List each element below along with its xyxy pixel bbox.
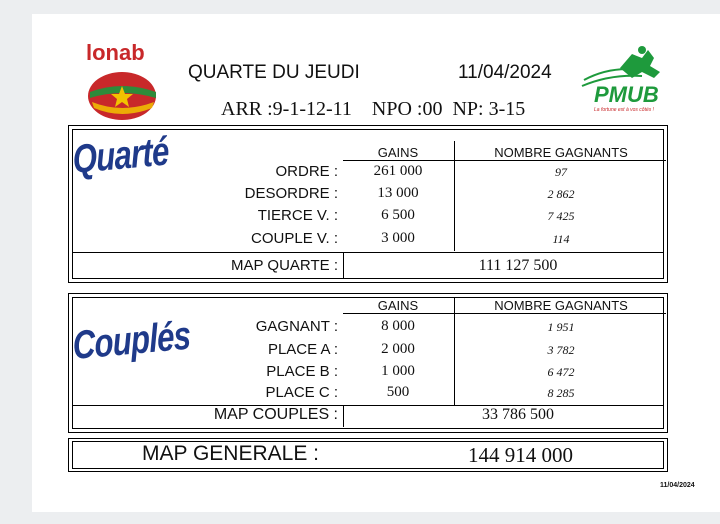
couples-row-nombre: 3 782 xyxy=(547,343,575,357)
quarte-row-label: DESORDRE : xyxy=(244,185,338,202)
couples-col-nombre: NOMBRE GAGNANTS xyxy=(494,298,628,313)
couples-row-label: PLACE A : xyxy=(267,341,338,358)
quarte-row-gain: 261 000 xyxy=(373,163,423,179)
pmub-logo xyxy=(580,44,670,124)
quarte-row-label: ORDRE : xyxy=(275,163,338,180)
map-quarte-label: MAP QUARTE : xyxy=(231,257,338,274)
result-line: ARR :9-1-12-11 NPO :00 NP: 3-15 xyxy=(221,98,526,120)
couples-row-nombre: 8 285 xyxy=(547,386,575,400)
couples-row-gain: 500 xyxy=(386,384,410,400)
quarte-col-gains: GAINS xyxy=(377,145,419,160)
quarte-row-nombre: 114 xyxy=(552,232,570,246)
quarte-row-nombre: 7 425 xyxy=(547,209,575,223)
page-title: QUARTE DU JEUDI xyxy=(188,62,360,83)
couples-row-gain: 2 000 xyxy=(381,341,415,357)
quarte-section-label: Quarté xyxy=(71,129,170,183)
quarte-map-divider xyxy=(343,252,344,278)
document-page xyxy=(32,14,720,512)
map-quarte-value: 111 127 500 xyxy=(478,257,558,274)
map-generale-value: 144 914 000 xyxy=(468,443,573,467)
couples-row-label: PLACE C : xyxy=(265,384,338,401)
quarte-col-nombre: NOMBRE GAGNANTS xyxy=(494,145,628,160)
quarte-row-nombre: 2 862 xyxy=(547,187,575,201)
header-date: 11/04/2024 xyxy=(458,62,552,83)
quarte-row-label: COUPLE V. : xyxy=(251,230,338,247)
map-generale-label: MAP GENERALE : xyxy=(142,442,320,465)
couples-row-gain: 1 000 xyxy=(381,363,415,379)
quarte-row-gain: 13 000 xyxy=(377,185,419,201)
lonab-logo xyxy=(82,40,166,122)
lonab-wordmark: lonab xyxy=(86,40,145,65)
couples-header-rule xyxy=(343,313,666,314)
couples-row-nombre: 1 951 xyxy=(547,320,575,334)
pmub-wordmark: PMUB xyxy=(594,82,659,107)
couples-section-label: Couplés xyxy=(71,313,192,369)
footer-date-stamp: 11/04/2024 xyxy=(660,482,695,489)
couples-row-gain: 8 000 xyxy=(381,318,415,334)
couples-row-label: PLACE B : xyxy=(266,363,338,380)
quarte-header-rule xyxy=(343,160,666,161)
pmub-slogan: La fortune est à vos côtés ! xyxy=(594,107,655,113)
quarte-row-gain: 3 000 xyxy=(381,230,415,246)
quarte-row-nombre: 97 xyxy=(555,165,567,179)
quarte-map-rule xyxy=(72,252,664,253)
couples-map-divider xyxy=(343,405,344,427)
couples-row-label: GAGNANT : xyxy=(255,318,338,335)
quarte-row-gain: 6 500 xyxy=(381,207,415,223)
map-couples-label: MAP COUPLES : xyxy=(213,406,338,423)
quarte-row-label: TIERCE V. : xyxy=(257,207,338,224)
map-couples-value: 33 786 500 xyxy=(482,406,554,423)
couples-col-gains: GAINS xyxy=(377,298,419,313)
couples-row-nombre: 6 472 xyxy=(547,365,575,379)
